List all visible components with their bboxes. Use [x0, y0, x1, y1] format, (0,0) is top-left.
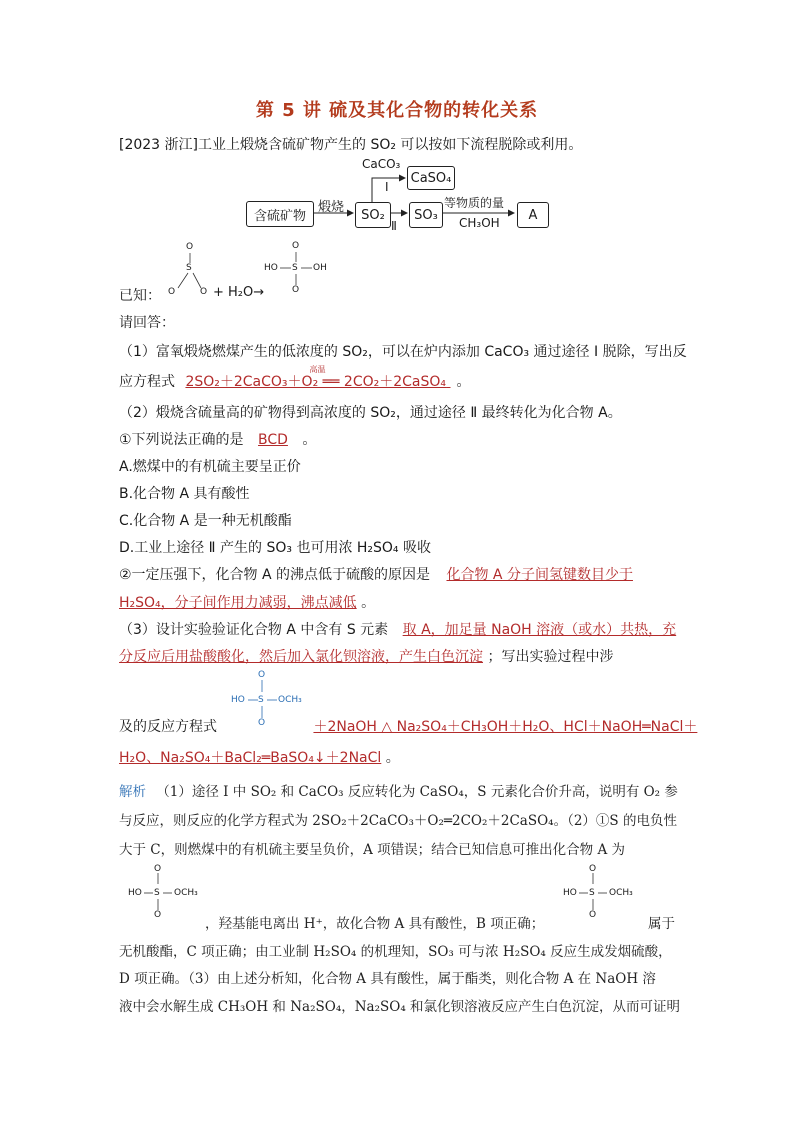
q3-answer1: 取 A，加足量 NaOH 溶液（或水）共热，充 [402, 622, 677, 638]
h2so4-s: S [292, 263, 298, 273]
known-label: 已知： [119, 288, 161, 304]
label-methanol: CH₃OH [459, 216, 500, 230]
box-ore: 含硫矿物 [246, 201, 314, 227]
jiexi-label: 解析 [119, 784, 146, 800]
label-route2: Ⅱ [391, 219, 397, 233]
jx-ester2-s: S [589, 888, 595, 898]
q3-answer2: 分反应后用盐酸酸化，然后加入氯化钡溶液，产生白色沉淀 [119, 649, 483, 665]
so3-o-right: O [200, 287, 208, 297]
q3-eq-answer: ＋2NaOH △ Na₂SO₄＋CH₃OH＋H₂O、HCl＋NaOH═NaCl＋ [313, 719, 698, 735]
q1-condition: 高温 [309, 365, 326, 374]
q3-eq-line1: 及的反应方程式 ＋2NaOH △ Na₂SO₄＋CH₃OH＋H₂O、HCl＋NaOH═NaCl＋ [119, 719, 698, 735]
jiexi-line6: D 项正确。（3）由上述分析知，化合物 A 具有酸性，属于酯类，则化合物 A 在 NaOH 溶 [119, 971, 656, 987]
q2-2-line1: ②一定压强下，化合物 A 的沸点低于硫酸的原因是 化合物 A 分子间氢键数目少于 [119, 567, 633, 583]
q1-prefix: 应方程式 [119, 374, 175, 390]
jx-ester2-o-top: O [589, 864, 597, 874]
q3-ester-och3: OCH₃ [278, 695, 302, 705]
q1-answer: 高温 2SO₂＋2CaCO₃＋O₂ ══ 2CO₂＋2CaSO₄ [185, 365, 447, 390]
jiexi-line7: 液中会水解生成 CH₃OH 和 Na₂SO₄，Na₂SO₄ 和氯化钡溶液反应产生白色沉淀，从而可证明 [119, 999, 681, 1015]
label-route1: Ⅰ [385, 180, 389, 194]
so3-o-top: O [186, 242, 194, 252]
jx-ester1-s: S [154, 888, 160, 898]
q2-2-answer1: 化合物 A 分子间氢键数目少于 [446, 567, 633, 583]
jx-ester1-o-bottom: O [154, 910, 162, 920]
h2so4-o-top: O [292, 241, 300, 251]
option-b: B.化合物 A 具有酸性 [119, 486, 250, 502]
q3-ester-o-top: O [258, 670, 266, 680]
jiexi-line4a: ，羟基能电离出 H⁺，故化合物 A 具有酸性，B 项正确； [205, 916, 545, 932]
ask-text: 请回答： [119, 315, 175, 331]
q2-intro: （2）煅烧含硫量高的矿物得到高浓度的 SO₂，通过途径 Ⅱ 最终转化为化合物 A。 [119, 405, 622, 421]
label-equal-moles: 等物质的量 [444, 196, 505, 210]
known-plus-water: + H₂O→ [213, 285, 265, 300]
label-calcine: 煅烧 [318, 200, 345, 215]
jiexi-line3: 大于 C，则燃煤中的有机硫主要呈负价，A 项错误；结合已知信息可推出化合物 A 为 [119, 842, 625, 858]
jiexi-line2: 与反应，则反应的化学方程式为 2SO₂＋2CaCO₃＋O₂═2CO₂＋2CaSO₄。（2）①S 的电负性 [119, 813, 677, 829]
label-caco3: CaCO₃ [362, 157, 401, 171]
q3-eq-answer2: H₂O、Na₂SO₄＋BaCl₂═BaSO₄↓＋2NaCl [119, 750, 382, 766]
q1-line1: （1）富氧煅烧燃煤产生的低浓度的 SO₂，可以在炉内添加 CaCO₃ 通过途径 Ⅰ 脱除，写出反 [119, 344, 687, 360]
q2-1: ①下列说法正确的是 BCD 。 [119, 432, 317, 448]
option-a: A.燃煤中的有机硫主要呈正价 [119, 459, 301, 475]
box-so2: SO₂ [355, 202, 391, 228]
box-caso4: CaSO₄ [407, 166, 455, 190]
q3-line1: （3）设计实验验证化合物 A 中含有 S 元素 取 A，加足量 NaOH 溶液（或水）共热，充 [119, 622, 677, 638]
jiexi-line4b: 属于 [648, 916, 675, 932]
jx-ester1-o-top: O [154, 864, 162, 874]
jx-ester2-o-bottom: O [589, 910, 597, 920]
jx-ester2-ho: HO [563, 888, 577, 898]
intro-text: [2023 浙江]工业上煅烧含硫矿物产生的 SO₂ 可以按如下流程脱除或利用。 [119, 137, 583, 153]
q2-1-answer: BCD [258, 432, 288, 448]
jiexi-line1: 解析 （1）途径 Ⅰ 中 SO₂ 和 CaCO₃ 反应转化为 CaSO₄，S 元素化合价升高，说明有 O₂ 参 [119, 784, 678, 800]
q2-2-line2: H₂SO₄，分子间作用力减弱，沸点减低 。 [119, 595, 376, 611]
q3-ester-s: S [258, 695, 264, 705]
option-c: C.化合物 A 是一种无机酸酯 [119, 513, 292, 529]
h2so4-o-bottom: O [292, 285, 300, 295]
jx-ester1-och3: OCH₃ [174, 888, 198, 898]
q2-2-answer2: H₂SO₄，分子间作用力减弱，沸点减低 [119, 595, 357, 611]
h2so4-ho: HO [264, 263, 278, 273]
q3-ester-ho: HO [231, 695, 245, 705]
option-d: D.工业上途径 Ⅱ 产生的 SO₃ 也可用浓 H₂SO₄ 吸收 [119, 540, 431, 556]
q3-eq-line2: H₂O、Na₂SO₄＋BaCl₂═BaSO₄↓＋2NaCl 。 [119, 750, 400, 766]
jiexi-line5: 无机酸酯，C 项正确；由工业制 H₂SO₄ 的机理知，SO₃ 可与浓 H₂SO₄ 反应生成发烟硫酸， [119, 944, 672, 960]
jx-ester2-och3: OCH₃ [609, 888, 633, 898]
q1-end: 。 [456, 374, 471, 390]
box-so3: SO₃ [409, 202, 443, 228]
page-title: 第 5 讲 硫及其化合物的转化关系 [255, 100, 539, 121]
q3-line2: 分反应后用盐酸酸化，然后加入氯化钡溶液，产生白色沉淀 ；写出实验过程中涉 [119, 649, 614, 665]
h2so4-oh: OH [313, 263, 327, 273]
jx-ester1-ho: HO [128, 888, 142, 898]
so3-s: S [186, 263, 192, 273]
q3-ester-o-bottom: O [258, 718, 266, 728]
so3-o-left: O [168, 287, 176, 297]
box-a: A [517, 202, 549, 228]
q1-line2 [119, 365, 471, 391]
